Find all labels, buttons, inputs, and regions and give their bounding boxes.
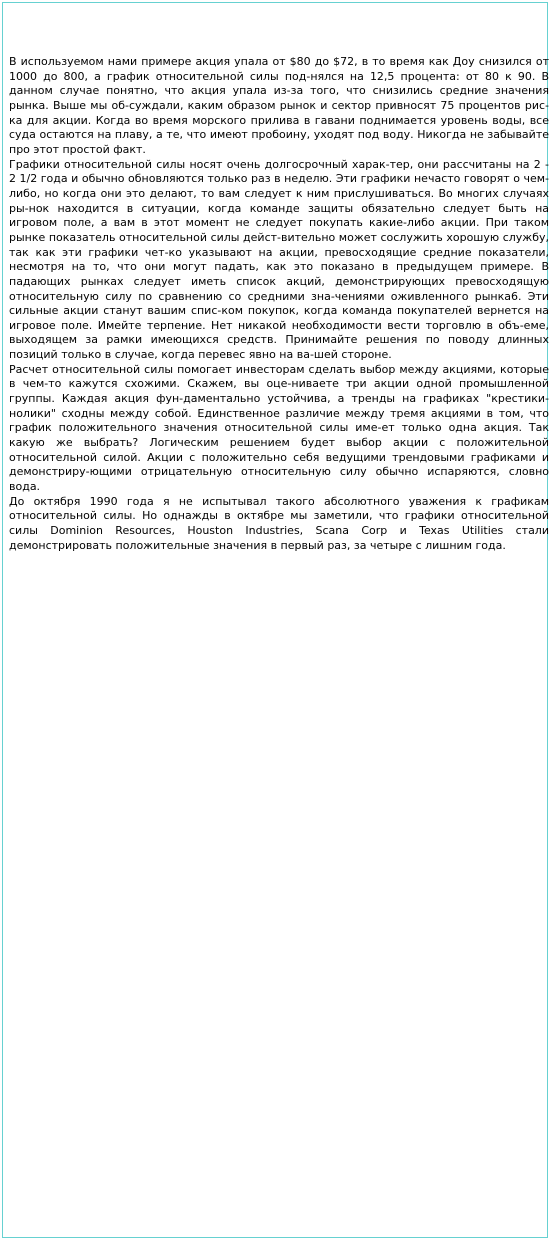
paragraph: Графики относительной силы носят очень долгосрочный харак-тер, они рассчитаны на 2 - 2 1/2 года и обычно обновляются только раз в неделю. Эти графики нечасто говорят о чем-либо, но когда они это делают, то вам следует к ним прислушиваться. Во многих случаях ры-нок находится в ситуации, когда команде защиты обязательно следует быть на игровом поле, а вам в этот момент не следует покупать какие-либо акции. При таком рынке показатель относительной силы дейст-вительно может сослужить хорошую службу, так как эти графики чет-ко указывают на акции, превосходящие средние показатели, несмотря на то, что они могут падать, как это показано в предыдущем примере. В падающих рынках следует иметь список акций, демонстрирующих превосходящую относительную силу по сравнению со средними зна-чениями оживленного рынка6. Эти сильные акции станут вашим спис-ком покупок, когда команда покупателей вернется на игровое поле. Имейте терпение. Нет никакой необходимости вести торговлю в объ-еме, выходящем за рамки имеющихся средств. Принимайте решения по поводу длинных позиций только в случае, когда перевес явно на ва-шей стороне. bbox=[9, 157, 549, 362]
paragraph: До октября 1990 года я не испытывал такого абсолютного уважения к графикам относительной силы. Но однажды в октябре мы заметили, что графики относительной силы Dominion Resources, Houston Industries, Scana Corp и Texas Utilities стали демонстрировать положительные значения в первый раз, за четыре с лишним года. bbox=[9, 494, 549, 552]
paragraph: В используемом нами примере акция упала от $80 до $72, в то время как Доу снизился от 1000 до 800, а график относительной силы под-нялся на 12,5 процента: от 80 к 90. В данном случае понятно, что акция упала из-за того, что снизились средние значения рынка. Выше мы об-суждали, каким образом рынок и сектор привносят 75 процентов рис-ка для акции. Когда во время морского прилива в гавани поднимается уровень воды, все суда остаются на плаву, а те, что имеют пробоину, уходят под воду. Никогда не забывайте про этот простой факт. bbox=[9, 55, 549, 156]
page-frame bbox=[2, 2, 548, 1238]
paragraph: Расчет относительной силы помогает инвесторам сделать выбор между акциями, которые в чем-то кажутся схожими. Скажем, вы оце-ниваете три акции одной промышленной группы. Каждая акция фун-даментально устойчива, а тренды на графиках "крестики-нолики" сходны между собой. Единственное различие между тремя акциями в том, что график положительного значения относительной силы име-ет только одна акция. Так какую же выбрать? Логическим решением будет выбор акции с положительной относительной силой. Акции с положительно себя ведущими трендовыми графиками и демонстриру-ющими отрицательную относительную силу обычно испаряются, словно вода. bbox=[9, 362, 549, 494]
article-body bbox=[9, 55, 549, 553]
